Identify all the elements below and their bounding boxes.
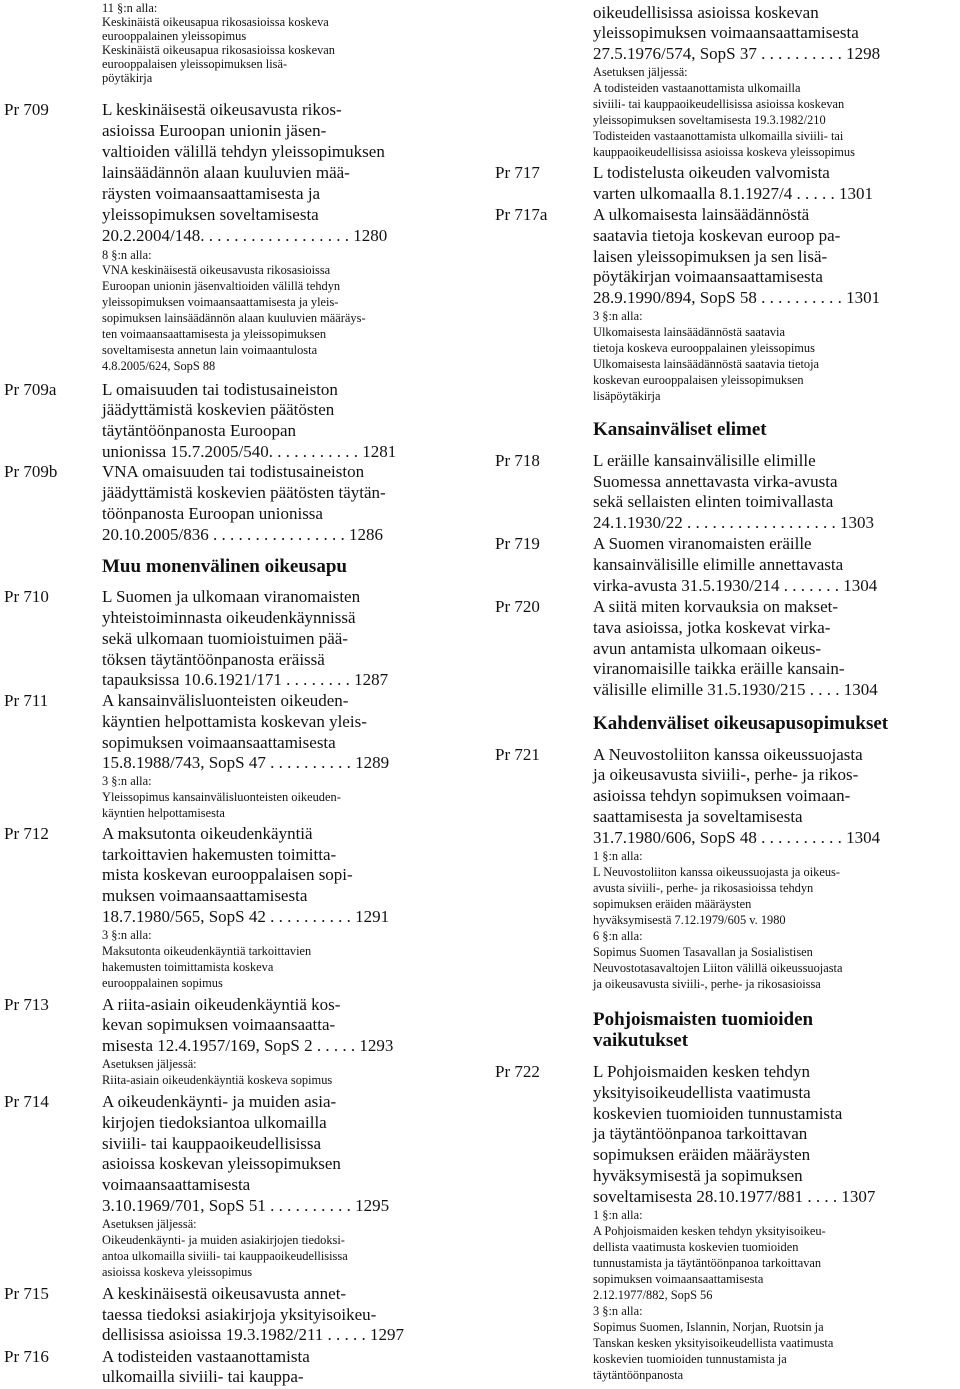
subentry-line: A Pohjoismaiden kesken tehdyn yksityisoikeu- — [593, 1224, 826, 1238]
section-number-label: Pr 718 — [495, 451, 540, 470]
entry-line: 27.5.1976/574, SopS 37 . . . . . . . . . . 1298 — [593, 44, 881, 63]
entry-line: yleissopimuksen soveltamisesta — [102, 205, 319, 224]
entry-line: valtioiden välillä tehdyn yleissopimuksen — [102, 142, 385, 161]
entry-line: tapauksissa 10.6.1921/171 . . . . . . . . 1287 — [102, 670, 389, 689]
subentry-line: 11 §:n alla: — [102, 1, 158, 15]
entry-line: 3.10.1969/701, SopS 51 . . . . . . . . . . 1295 — [102, 1196, 390, 1215]
entry-line: käyntien helpottamista koskevan yleis- — [102, 712, 367, 731]
entry-line: taessa tiedoksi asiakirjoja yksityisoikeu- — [102, 1305, 377, 1324]
subentry-line: avusta siviili-, perhe- ja rikosasioissa tehdyn — [593, 881, 814, 895]
entry-line: VNA omaisuuden tai todistusaineiston — [102, 462, 365, 481]
entry-line: soveltamisesta 28.10.1977/881 . . . . 1307 — [593, 1187, 876, 1206]
entry-line: misesta 12.4.1957/169, SopS 2 . . . . . 1293 — [102, 1036, 394, 1055]
entry-line: L eräille kansainvälisille elimille — [593, 451, 816, 470]
entry-line: L todistelusta oikeuden valvomista — [593, 163, 830, 182]
entry-line: A siitä miten korvauksia on makset- — [593, 597, 839, 616]
subentry-line: antoa ulkomailla siviili- tai kauppaoikeudellisissa — [102, 1249, 348, 1263]
subentry-line: soveltamisesta annetun lain voimaantulosta — [102, 343, 318, 357]
subentry-line: Yleissopimus kansainvälisluonteisten oikeuden- — [102, 790, 341, 804]
subentry-line: eurooppalainen yleissopimus — [102, 29, 247, 43]
subentry-line: ten voimaansaattamisesta ja yleissopimuksen — [102, 327, 327, 341]
subentry-line: eurooppalaisen yleissopimuksen lisä- — [102, 57, 288, 71]
entry-line: A todisteiden vastaanottamista — [102, 1347, 310, 1366]
entry-line: viranomaisille taikka eräille kansain- — [593, 659, 845, 678]
subentry-line: A todisteiden vastaanottamista ulkomailla — [593, 81, 801, 95]
subentry-line: L Neuvostoliiton kanssa oikeussuojasta ja oikeus- — [593, 865, 840, 879]
entry-line: tava asioissa, jotka koskevat virka- — [593, 618, 831, 637]
entry-line: asioissa tehdyn sopimuksen voimaan- — [593, 786, 851, 805]
subentry-line: 2.12.1977/882, SopS 56 — [593, 1288, 713, 1302]
section-number-label: Pr 717a — [495, 205, 548, 224]
section-heading: Pohjoismaisten tuomioiden — [593, 1009, 814, 1030]
section-number-label: Pr 711 — [4, 691, 49, 710]
subentry-line: Ulkomaisesta lainsäädännöstä saatavia tietoja — [593, 357, 820, 371]
subentry-line: Keskinäistä oikeusapua rikosasioissa koskevan — [102, 43, 335, 57]
subentry-line: Maksutonta oikeudenkäyntiä tarkoittavien — [102, 944, 312, 958]
section-number-label: Pr 712 — [4, 824, 49, 843]
subentry-line: pöytäkirja — [102, 71, 153, 85]
entry-line: L keskinäisestä oikeusavusta rikos- — [102, 100, 342, 119]
subentry-line: Asetuksen jäljessä: — [102, 1057, 197, 1071]
section-number-label: Pr 722 — [495, 1062, 540, 1081]
entry-line: yksityisoikeudellista vaatimusta — [593, 1083, 811, 1102]
subentry-line: Riita-asiain oikeudenkäyntiä koskeva sopimus — [102, 1073, 333, 1087]
subentry-line: tunnustamista ja täytäntöönpanoa tarkoittavan — [593, 1256, 822, 1270]
subentry-line: sopimuksen eräiden määräysten — [593, 897, 752, 911]
entry-line: muksen voimaansaattamisesta — [102, 886, 308, 905]
entry-line: kevan sopimuksen voimaansaatta- — [102, 1015, 336, 1034]
section-number-label: Pr 709 — [4, 100, 49, 119]
subentry-line: Keskinäistä oikeusapua rikosasioissa koskeva — [102, 15, 329, 29]
section-number-label: Pr 713 — [4, 995, 49, 1014]
entry-line: A oikeudenkäynti- ja muiden asia- — [102, 1092, 337, 1111]
subentry-line: 1 §:n alla: — [593, 849, 643, 863]
subentry-line: Neuvostotasavaltojen Liiton välillä oikeussuojasta — [593, 961, 843, 975]
subentry-line: 1 §:n alla: — [593, 1208, 643, 1222]
entry-line: täytäntöönpanosta Euroopan — [102, 421, 297, 440]
section-number-label: Pr 720 — [495, 597, 540, 616]
subentry-line: 6 §:n alla: — [593, 929, 643, 943]
subentry-line: asioissa koskeva yleissopimus — [102, 1265, 253, 1279]
entry-line: lainsäädännön alaan kuuluvien mää- — [102, 163, 350, 182]
entry-line: hyväksymisestä ja sopimuksen — [593, 1166, 803, 1185]
subentry-line: täytäntöönpanosta — [593, 1368, 684, 1382]
section-number-label: Pr 719 — [495, 534, 540, 553]
subentry-line: 3 §:n alla: — [102, 928, 152, 942]
subentry-line: kauppaoikeudellisissa asioissa koskeva yleissopimus — [593, 145, 855, 159]
subentry-line: 3 §:n alla: — [593, 1304, 643, 1318]
subentry-line: lisäpöytäkirja — [593, 389, 661, 403]
entry-line: oikeudellisissa asioissa koskevan — [593, 3, 819, 22]
section-number-label: Pr 709b — [4, 462, 58, 481]
entry-line: välisille elimille 31.5.1930/215 . . . . 1304 — [593, 680, 878, 699]
entry-line: pöytäkirjan voimaansaattamisesta — [593, 267, 823, 286]
section-number-label: Pr 715 — [4, 1284, 49, 1303]
entry-line: L Suomen ja ulkomaan viranomaisten — [102, 587, 361, 606]
entry-line: kirjojen tiedoksiantoa ulkomailla — [102, 1113, 327, 1132]
entry-line: yhteistoiminnasta oikeudenkäynnissä — [102, 608, 356, 627]
entry-line: L omaisuuden tai todistusaineiston — [102, 380, 338, 399]
subentry-line: VNA keskinäisestä oikeusavusta rikosasioissa — [102, 263, 331, 277]
entry-line: jäädyttämistä koskevien päätösten — [102, 400, 335, 419]
entry-line: asioissa Euroopan unionin jäsen- — [102, 121, 327, 140]
entry-line: saattamisesta ja soveltamisesta — [593, 807, 803, 826]
section-number-label: Pr 710 — [4, 587, 49, 606]
entry-line: yleissopimuksen voimaansaattamisesta — [593, 23, 859, 42]
section-number-label: Pr 716 — [4, 1347, 49, 1366]
entry-line: koskevien tuomioiden tunnustamista — [593, 1104, 843, 1123]
subentry-line: Todisteiden vastaanottamista ulkomailla siviili- tai — [593, 129, 844, 143]
section-heading: Muu monenvälinen oikeusapu — [102, 556, 347, 577]
subentry-line: sopimuksen lainsäädännön alaan kuuluvien määräys- — [102, 311, 366, 325]
subentry-line: sopimuksen voimaansaattamisesta — [593, 1272, 764, 1286]
entry-line: 28.9.1990/894, SopS 58 . . . . . . . . . . 1301 — [593, 288, 881, 307]
subentry-line: Euroopan unionin jäsenvaltioiden välillä tehdyn — [102, 279, 341, 293]
entry-line: varten ulkomaalla 8.1.1927/4 . . . . . 1301 — [593, 184, 873, 203]
entry-line: A Neuvostoliiton kanssa oikeussuojasta — [593, 745, 863, 764]
entry-line: töönpanosta Euroopan unionissa — [102, 504, 323, 523]
entry-line: unionissa 15.7.2005/540. . . . . . . . . . . 1281 — [102, 442, 397, 461]
entry-line: 18.7.1980/565, SopS 42 . . . . . . . . . . 1291 — [102, 907, 390, 926]
entry-line: sopimuksen voimaansaattamisesta — [102, 733, 336, 752]
entry-line: A keskinäisestä oikeusavusta annet- — [102, 1284, 347, 1303]
section-heading: Kansainväliset elimet — [593, 419, 767, 440]
entry-line: 20.2.2004/148. . . . . . . . . . . . . . . . . . 1280 — [102, 226, 388, 245]
subentry-line: yleissopimuksen voimaansaattamisesta ja yleis- — [102, 295, 339, 309]
entry-line: A ulkomaisesta lainsäädännöstä — [593, 205, 810, 224]
entry-line: Suomessa annettavasta virka-avusta — [593, 472, 838, 491]
subentry-line: 3 §:n alla: — [102, 774, 152, 788]
subentry-line: Sopimus Suomen Tasavallan ja Sosialistisen — [593, 945, 813, 959]
section-heading: Kahdenväliset oikeusapusopimukset — [593, 713, 889, 734]
entry-line: mista koskevan eurooppalaisen sopi- — [102, 865, 353, 884]
subentry-line: eurooppalainen sopimus — [102, 976, 223, 990]
entry-line: 15.8.1988/743, SopS 47 . . . . . . . . . . 1289 — [102, 753, 390, 772]
entry-line: avun antamista ulkomaan oikeus- — [593, 639, 822, 658]
entry-line: sopimuksen eräiden määräysten — [593, 1145, 811, 1164]
entry-line: ulkomailla siviili- tai kauppa- — [102, 1367, 304, 1386]
subentry-line: koskevien tuomioiden tunnustamista ja — [593, 1352, 787, 1366]
entry-line: voimaansaattamisesta — [102, 1175, 251, 1194]
section-number-label: Pr 717 — [495, 163, 540, 182]
entry-line: A maksutonta oikeudenkäyntiä — [102, 824, 313, 843]
entry-line: 24.1.1930/22 . . . . . . . . . . . . . . . . . . 1303 — [593, 513, 874, 532]
entry-line: kansainvälisille elimille annettavasta — [593, 555, 844, 574]
subentry-line: hakemusten toimittamista koskeva — [102, 960, 274, 974]
entry-line: A riita-asiain oikeudenkäyntiä kos- — [102, 995, 341, 1014]
entry-line: sekä sellaisten elinten toimivallasta — [593, 492, 834, 511]
entry-line: L Pohjoismaiden kesken tehdyn — [593, 1062, 811, 1081]
entry-line: A kansainvälisluonteisten oikeuden- — [102, 691, 349, 710]
entry-line: 20.10.2005/836 . . . . . . . . . . . . . . . . 1286 — [102, 525, 383, 544]
subentry-line: 3 §:n alla: — [593, 309, 643, 323]
entry-line: A Suomen viranomaisten eräille — [593, 534, 812, 553]
entry-line: töksen täytäntöönpanosta eräissä — [102, 650, 325, 669]
entry-line: ja oikeusavusta siviili-, perhe- ja rikos- — [593, 765, 859, 784]
entry-line: saatavia tietoja koskevan euroop pa- — [593, 226, 841, 245]
subentry-line: 8 §:n alla: — [102, 248, 152, 262]
subentry-line: Ulkomaisesta lainsäädännöstä saatavia — [593, 325, 785, 339]
section-number-label: Pr 709a — [4, 380, 57, 399]
entry-line: jäädyttämistä koskevien päätösten täytän- — [102, 483, 386, 502]
entry-line: virka-avusta 31.5.1930/214 . . . . . . . 1304 — [593, 576, 878, 595]
subentry-line: Asetuksen jäljessä: — [102, 1217, 197, 1231]
entry-line: sekä ulkomaan tuomioistuimen pää- — [102, 629, 348, 648]
entry-line: 31.7.1980/606, SopS 48 . . . . . . . . . . 1304 — [593, 828, 881, 847]
subentry-line: hyväksymisestä 7.12.1979/605 v. 1980 — [593, 913, 786, 927]
entry-line: ja täytäntöönpanoa tarkoittavan — [593, 1124, 808, 1143]
section-number-label: Pr 721 — [495, 745, 540, 764]
subentry-line: tietoja koskeva eurooppalainen yleissopimus — [593, 341, 815, 355]
subentry-line: Oikeudenkäynti- ja muiden asiakirjojen tiedoksi- — [102, 1233, 345, 1247]
section-number-label: Pr 714 — [4, 1092, 49, 1111]
subentry-line: siviili- tai kauppaoikeudellisissa asioissa koskevan — [593, 97, 845, 111]
subentry-line: Sopimus Suomen, Islannin, Norjan, Ruotsin ja — [593, 1320, 824, 1334]
entry-line: laisen yleissopimuksen ja sen lisä- — [593, 247, 828, 266]
subentry-line: yleissopimuksen soveltamisesta 19.3.1982/210 — [593, 113, 826, 127]
entry-line: asioissa koskevan yleissopimuksen — [102, 1154, 341, 1173]
entry-line: räysten voimaansaattamisesta ja — [102, 184, 321, 203]
section-heading: vaikutukset — [593, 1030, 689, 1051]
subentry-line: koskevan eurooppalaisen yleissopimuksen — [593, 373, 804, 387]
entry-line: tarkoittavien hakemusten toimitta- — [102, 845, 337, 864]
subentry-line: 4.8.2005/624, SopS 88 — [102, 359, 216, 373]
subentry-line: käyntien helpottamisesta — [102, 806, 225, 820]
subentry-line: ja oikeusavusta siviili-, perhe- ja rikosasioissa — [593, 977, 821, 991]
subentry-line: Tanskan kesken yksityisoikeudellista vaatimusta — [593, 1336, 834, 1350]
entry-line: siviili- tai kauppaoikeudellisissa — [102, 1134, 322, 1153]
entry-line: dellisissa asioissa 19.3.1982/211 . . . . . 1297 — [102, 1325, 405, 1344]
subentry-line: Asetuksen jäljessä: — [593, 65, 688, 79]
subentry-line: dellista vaatimusta koskevien tuomioiden — [593, 1240, 799, 1254]
